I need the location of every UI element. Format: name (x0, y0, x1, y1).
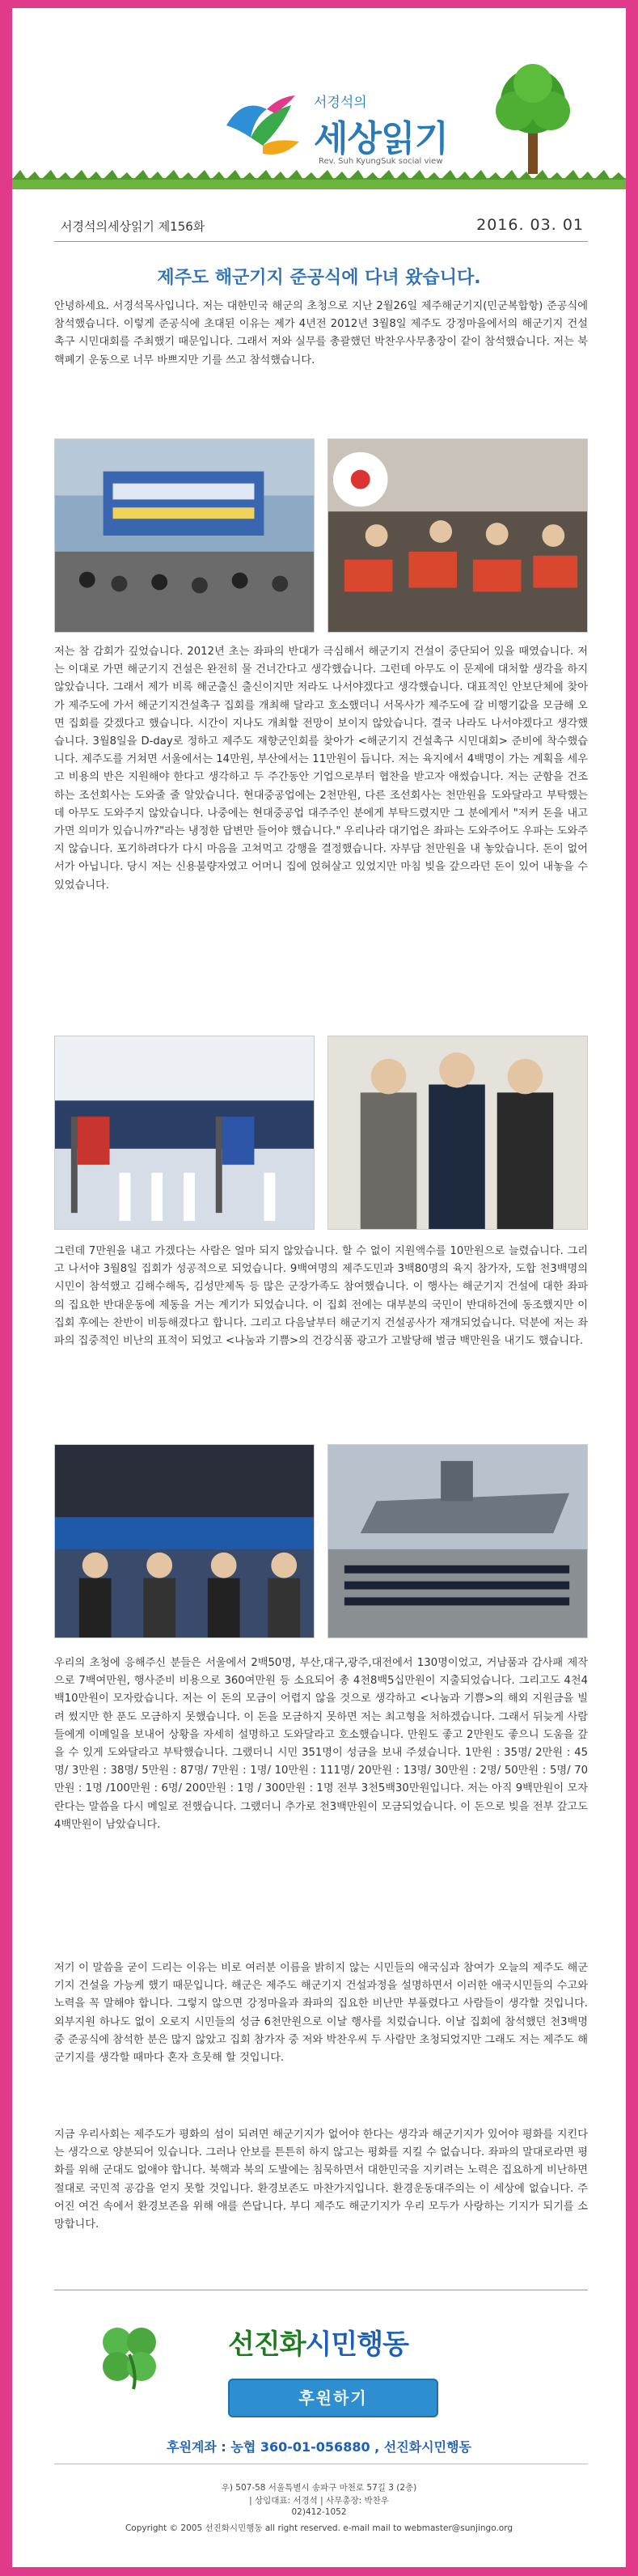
newsletter-logo[interactable] (218, 73, 469, 170)
issue-number: 서경석의세상읽기 제156화 (61, 219, 205, 234)
rally-stage-photo (54, 439, 315, 633)
donation-account: 후원계좌 : 농협 360-01-056880 , 선진화시민행동 (167, 2439, 471, 2455)
newsletter-header (12, 8, 626, 190)
seated-audience-photo (54, 1444, 315, 1638)
paragraph-history: 저는 참 감회가 깊었습니다. 2012년 초는 좌파의 반대가 극심해서 해군기지 건설이 중단되어 있을 때였습니다. 저는 이대로 가면 해군기지 건설은 완전히 물 건너간다고 생각했습니다. 그런데 아무도 이 문제에 대처할 생각을 하지 않았습니다. 그래서 제가 비록 해군출신 출신이지만 저라도 나서야겠다고 생각했습니다. 대표적인 안보단체에 찾아가 제주도에 가서 해군기지건설촉구 집회를 개최해 달라고 호소했더니 서목사가 제주도에 갈 비행기값을 모금해 오면 집회를 갖겠다고 했습니다. 시간이 지나도 개최할 전망이 보이지 않았습니다. 결국 나라도 나서야겠다고 생각했습니다. 3월8일을 D-day로 정하고 제주도 재향군인회를 찾아가 <해군기지 건설촉구 시민대회> 준비에 착수했습니다. 제주도를 거쳐면 서울에서는 14만원, 부산에서는 11만원이 듭니다. 저는 육지에서 4백명이 가는 계획을 세우고 비용의 반은 지원해야 한다고 생각하고 두 주간동안 기업으로부터 협찬을 받고자 애썼습니다. 저는 군함을 건조하는 조선회사는 도와줄 줄 알았습니다. 현대중공업에는 2천만원, 다른 조선회사는 천만원을 도와달라고 부탁했는데 아무도 도와주지 않았습니다. 나중에는 현대중공업 대주주인 분에게 부탁드렸지만 그 분에게서 "저커 돈을 내고 가면 의미가 있습니까?"라는 냉정한 답변만 들어야 했습니다." 우리나라 대기업은 좌파는 도와주어도 우파는 도와주지 않습니다. 포기하려다가 다시 마음을 고쳐먹고 강행을 결정했습니다. 자부담 천만원을 내 놓았습니다. 돈이 없어서가 아닙니다. 당시 저는 신용불량자였고 어머니 집에 얹혀살고 있었지만 마침 빚을 갚으라던 돈이 있어 내놓을 수 있었습니다. (54, 646, 588, 892)
navy-parade-photo (327, 1444, 588, 1638)
paragraph-rally: 그런데 7만원을 내고 가겠다는 사람은 얼마 되지 않았습니다. 할 수 없이 지원액수를 10만원으로 늘렸습니다. 그리고 나서야 3월8일 집회가 성공적으로 되었습니다. 9백여명의 제주도민과 3백80명의 육지 참가자, 도합 천3백명의 시민이 참석했고 김해수해독, 김성만제독 등 많은 군장가족도 참여했습니다. 이 행사는 해군기지 건설에 대한 좌파의 집요한 반대운동에 제동을 거는 계기가 되었습니다. 이 집회 전에는 대부분의 국민이 반대하건에 동조했지만 이 집회 후에는 찬반이 비등해졌다고 합니다. 그리고 다음날부터 해군기지 건설공사가 재개되었습니다. 덕분에 저는 좌파의 집중적인 비난의 표적이 되었고 <나눔과 기쁨>의 건강식품 광고가 고발당해 벌금 백만원을 내기도 했습니다. (54, 1245, 588, 1348)
issue-info (12, 213, 626, 237)
donate-button[interactable]: 후원하기 (228, 2379, 438, 2417)
grass-icon (12, 170, 626, 189)
footer-copyright: Copyright © 2005 선진화시민행동 all right reserved. e-mail mail to webmaster@sunjingo.org (125, 2523, 513, 2533)
logo-english: Rev. Suh KyungSuk social view (319, 157, 443, 166)
protest-signs-photo (327, 439, 588, 633)
divider (54, 241, 588, 242)
ceremony-flags-photo (54, 1036, 315, 1230)
newsletter-page (12, 8, 626, 2567)
organization-name (228, 2322, 408, 2362)
paragraph-conclusion: 지금 우리사회는 제주도가 평화의 섬이 되려면 해군기지가 없어야 한다는 생각과 해군기지가 있어야 평화를 지킨다는 생각으로 양분되어 있습니다. 그러나 안보를 튼튼히 하지 않고는 평화를 지킬 수 없습니다. 좌파의 말대로라면 평화를 위해 군대도 없애야 합니다. 북핵과 북의 도발에는 침묵하면서 대한민국을 지키려는 노력은 집요하게 비난하면 절대로 국민적 공감을 얻지 못할 것입니다. 환경보존도 마찬가지입니다. 환경운동대주의는 이 세상에 없습니다. 주어진 여건 속에서 환경보존을 위해 애를 쓴답니다. 부디 제주도 해군기지가 우리 모두가 사랑하는 기지가 되기를 소망합니다. (54, 2129, 588, 2231)
paragraph-reason: 저기 이 말씀을 굳이 드리는 이유는 비로 여러분 이름을 밝히지 않는 시민들의 애국심과 참여가 오늘의 제주도 해군기지 건설을 가능케 했기 때문입니다. 해군은 제주도 해군기지 건설과정을 설명하면서 이러한 애국시민들의 수고와 노력을 꼭 말해야 합니다. 그렇지 않으면 강정마을과 좌파의 집요한 비난만 부풀렸다고 사람들이 생각할 것입니다. 외부지원 하나도 없이 오로지 시민들의 성금 6천만원으로 이날 행사를 치렀습니다. 이날 집회에 참석했던 천3백명 중 준공식에 참석한 분은 많지 않았고 집회 참가자 중 저와 박찬우씨 두 사람만 초청되었지만 그래도 저는 제주도 해군기지를 생각할 때마다 혼자 흐뭇해 할 것입니다. (54, 1962, 588, 2065)
photo-row-2 (54, 1036, 588, 1230)
guests-photo (327, 1036, 588, 1230)
paragraph-intro: 안녕하세요. 서경석목사입니다. 저는 대한민국 해군의 초청으로 지난 2월26일 제주해군기지(민군복합항) 준공식에 참석했습니다. 이렇게 준공식에 초대된 이유는 제가 4년전 2012년 3월8일 제주도 강정마을에서의 해군기지 건설촉구 시민대회를 주최했기 때문입니다. 그래서 저와 실무를 총괄했던 박찬우사무총장이 같이 참석했습니다. 저는 북핵폐기 운동으로 너무 바쁘지만 기를 쓰고 참석했습니다. (54, 300, 588, 366)
logo-title: 세상읽기 (314, 118, 449, 159)
logo-subtitle: 서경석의 (314, 95, 367, 111)
footer-representatives: | 상임대표: 서경석 | 사무총장: 박찬우 (249, 2496, 389, 2506)
article-title: 제주도 해군기지 준공식에 다녀 왔습니다. (157, 268, 481, 288)
bird-logo-icon (218, 81, 307, 162)
org-name-blue: 시민행동 (305, 2328, 408, 2361)
issue-date: 2016. 03. 01 (476, 216, 584, 234)
tree-icon (484, 61, 581, 178)
photo-row-1 (54, 439, 588, 633)
photo-row-3 (54, 1444, 588, 1638)
footer-phone: 02)412-1052 (291, 2507, 347, 2517)
paragraph-funding: 우리의 초청에 응해주신 분들은 서울에서 2백50명, 부산,대구,광주,대전에서 130명이었고, 거남품과 감사패 제작으로 7백여만원, 행사준비 비용으로 360여만원 등 소요되어 총 4천8백5십만원이 지출되었습니다. 그리고도 4천4백10만원이 모자랐습니다. 저는 이 돈의 모금이 어렵지 않을 것으로 생각하고 <나눔과 기쁨>의 해외 지원금을 빌려 썼지만 한 푼도 모금하지 못했습니다. 이 돈을 모금하지 못하면 저는 최고형을 처하겠습니다. 그래서 뒤늦게 사람들에게 이메일을 보내어 상황을 자세히 설명하고 도와달라고 호소했습니다. 만원도 좋고 2만원도 좋으니 도움을 갚을 수 있게 도와달라고 부탁했습니다. 그랬더니 시민 351명이 성금을 보내 주셨습니다. 1만원 : 35명/ 2만원 : 45명/ 3만원 : 38명/ 5만원 : 87명/ 7만원 : 1명/ 10만원 : 111명/ 20만원 : 13명/ 30만원 : 2명/ 50만원 : 5명/ 70만원 : 1명 /100만원 : 6명/ 200만원 : 1명 / 300만원 : 1명 전부 3천5백30만원입니다. 저는 아직 9백만원이 모자란다는 말씀을 다시 메일로 전했습니다. 그랬더니 추가로 천3백만원이 모금되었습니다. 이 돈으로 빚을 전부 갚고도 4백만원이 남았습니다. (54, 1657, 588, 1831)
org-name-green: 선진화 (228, 2328, 306, 2361)
four-leaf-clover-icon (93, 2318, 166, 2391)
footer-address: 우) 507-58 서울특별시 송파구 마천로 57길 3 (2층) (221, 2483, 417, 2493)
